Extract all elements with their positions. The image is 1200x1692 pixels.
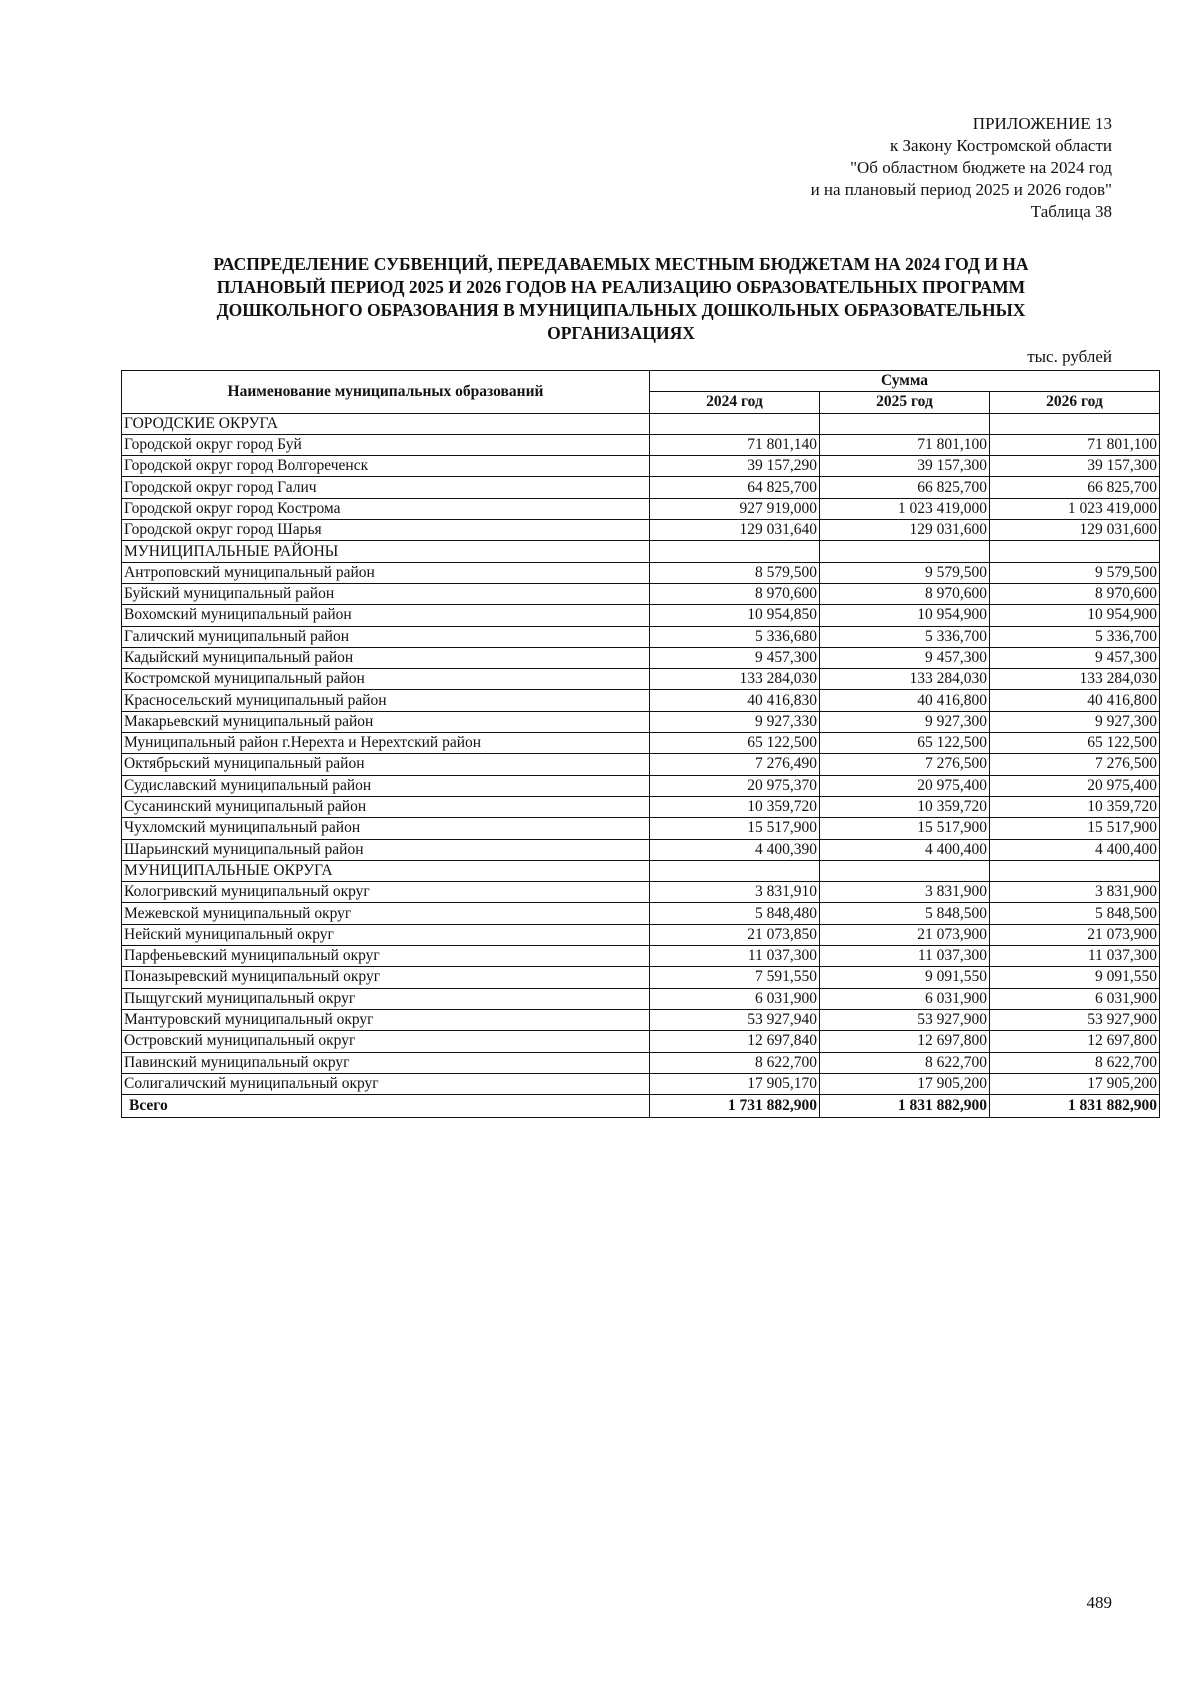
row-value-2025 [820, 413, 990, 434]
row-value-2025: 65 122,500 [820, 733, 990, 754]
row-name: Поназыревский муниципальный округ [122, 967, 650, 988]
row-value-2025: 40 416,800 [820, 690, 990, 711]
row-value-2025 [820, 541, 990, 562]
row-name: Городской округ город Кострома [122, 498, 650, 519]
row-value-2026: 5 336,700 [990, 626, 1160, 647]
table-row [122, 1073, 1160, 1094]
row-value-2026: 10 359,720 [990, 796, 1160, 817]
column-header-name: Наименование муниципальных образований [122, 371, 650, 414]
row-value-2024: 5 336,680 [650, 626, 820, 647]
row-value-2024: 11 037,300 [650, 946, 820, 967]
table-row [122, 903, 1160, 924]
row-value-2025: 3 831,900 [820, 882, 990, 903]
row-name: Сусанинский муниципальный район [122, 796, 650, 817]
row-value-2024: 6 031,900 [650, 988, 820, 1009]
row-value-2026: 7 276,500 [990, 754, 1160, 775]
row-value-2024: 9 457,300 [650, 647, 820, 668]
row-value-2025: 7 276,500 [820, 754, 990, 775]
table-row [122, 967, 1160, 988]
row-value-2024: 3 831,910 [650, 882, 820, 903]
units-label: тыс. рублей [1027, 347, 1112, 366]
row-value-2026: 6 031,900 [990, 988, 1160, 1009]
table-row [122, 477, 1160, 498]
row-name: Солигаличский муниципальный округ [122, 1073, 650, 1094]
table-row [122, 626, 1160, 647]
row-value-2024 [650, 541, 820, 562]
table-row [122, 775, 1160, 796]
table-row [122, 924, 1160, 945]
title-line: РАСПРЕДЕЛЕНИЕ СУБВЕНЦИЙ, ПЕРЕДАВАЕМЫХ МЕСТНЫМ БЮДЖЕТАМ НА 2024 ГОД И НА [213, 254, 1029, 274]
table-row [122, 733, 1160, 754]
subsidy-table [121, 370, 1160, 1118]
row-name: Октябрьский муниципальный район [122, 754, 650, 775]
row-value-2025: 9 579,500 [820, 562, 990, 583]
row-value-2024: 8 579,500 [650, 562, 820, 583]
row-value-2024 [650, 413, 820, 434]
row-name: Павинский муниципальный округ [122, 1052, 650, 1073]
table-row [122, 498, 1160, 519]
row-name: Костромской муниципальный район [122, 669, 650, 690]
row-name: МУНИЦИПАЛЬНЫЕ РАЙОНЫ [122, 541, 650, 562]
row-value-2026: 40 416,800 [990, 690, 1160, 711]
row-value-2024: 7 276,490 [650, 754, 820, 775]
title-line: ПЛАНОВЫЙ ПЕРИОД 2025 И 2026 ГОДОВ НА РЕАЛИЗАЦИЮ ОБРАЗОВАТЕЛЬНЫХ ПРОГРАММ [216, 277, 1026, 297]
table-row [122, 413, 1160, 434]
total-2024: 1 731 882,900 [650, 1095, 820, 1118]
row-name: Островский муниципальный округ [122, 1031, 650, 1052]
row-name: Антроповский муниципальный район [122, 562, 650, 583]
row-value-2024: 9 927,330 [650, 711, 820, 732]
row-value-2024: 8 622,700 [650, 1052, 820, 1073]
row-value-2025: 9 927,300 [820, 711, 990, 732]
row-value-2025: 5 848,500 [820, 903, 990, 924]
row-value-2024: 7 591,550 [650, 967, 820, 988]
row-name: Межевской муниципальный округ [122, 903, 650, 924]
table-row [122, 818, 1160, 839]
row-name: Парфеньевский муниципальный округ [122, 946, 650, 967]
row-name: Городской округ город Буй [122, 434, 650, 455]
table-row [122, 669, 1160, 690]
document-title [150, 253, 1092, 345]
annex-line: и на плановый период 2025 и 2026 годов" [810, 180, 1112, 199]
row-name: Галичский муниципальный район [122, 626, 650, 647]
row-name: Буйский муниципальный район [122, 583, 650, 604]
table-row [122, 754, 1160, 775]
page-number: 489 [1086, 1593, 1112, 1612]
column-header-2024: 2024 год [650, 392, 820, 413]
table-row [122, 860, 1160, 881]
row-name: Красносельский муниципальный район [122, 690, 650, 711]
row-value-2024: 20 975,370 [650, 775, 820, 796]
row-value-2025: 9 091,550 [820, 967, 990, 988]
table-row [122, 541, 1160, 562]
row-name: Нейский муниципальный округ [122, 924, 650, 945]
table-row [122, 583, 1160, 604]
row-value-2026: 20 975,400 [990, 775, 1160, 796]
row-value-2024: 133 284,030 [650, 669, 820, 690]
total-2026: 1 831 882,900 [990, 1095, 1160, 1118]
row-value-2026: 3 831,900 [990, 882, 1160, 903]
row-value-2025: 4 400,400 [820, 839, 990, 860]
row-value-2025: 53 927,900 [820, 1009, 990, 1030]
row-value-2025: 1 023 419,000 [820, 498, 990, 519]
row-name: Вохомский муниципальный район [122, 605, 650, 626]
row-name: Мантуровский муниципальный округ [122, 1009, 650, 1030]
row-value-2024: 53 927,940 [650, 1009, 820, 1030]
row-value-2026: 9 579,500 [990, 562, 1160, 583]
row-name: Макарьевский муниципальный район [122, 711, 650, 732]
row-value-2026: 12 697,800 [990, 1031, 1160, 1052]
row-name: Муниципальный район г.Нерехта и Нерехтский район [122, 733, 650, 754]
row-value-2026: 53 927,900 [990, 1009, 1160, 1030]
total-row [122, 1095, 1160, 1118]
row-value-2025: 11 037,300 [820, 946, 990, 967]
row-value-2024: 927 919,000 [650, 498, 820, 519]
total-label: Всего [122, 1095, 650, 1118]
annex-table-number: Таблица 38 [1030, 202, 1112, 221]
row-name: МУНИЦИПАЛЬНЫЕ ОКРУГА [122, 860, 650, 881]
row-value-2024: 65 122,500 [650, 733, 820, 754]
row-value-2026: 10 954,900 [990, 605, 1160, 626]
row-value-2026 [990, 860, 1160, 881]
row-value-2026: 8 970,600 [990, 583, 1160, 604]
table-row [122, 690, 1160, 711]
row-value-2024: 4 400,390 [650, 839, 820, 860]
row-value-2024: 39 157,290 [650, 456, 820, 477]
row-value-2026: 9 457,300 [990, 647, 1160, 668]
table-row [122, 882, 1160, 903]
row-value-2024: 10 954,850 [650, 605, 820, 626]
row-value-2024: 5 848,480 [650, 903, 820, 924]
row-value-2026: 39 157,300 [990, 456, 1160, 477]
row-name: Кологривский муниципальный округ [122, 882, 650, 903]
row-value-2025: 15 517,900 [820, 818, 990, 839]
row-value-2024: 71 801,140 [650, 434, 820, 455]
row-name: Городской округ город Галич [122, 477, 650, 498]
row-value-2024: 10 359,720 [650, 796, 820, 817]
row-value-2026: 17 905,200 [990, 1073, 1160, 1094]
row-value-2025: 8 622,700 [820, 1052, 990, 1073]
table-row [122, 562, 1160, 583]
row-name: Чухломский муниципальный район [122, 818, 650, 839]
row-value-2025: 5 336,700 [820, 626, 990, 647]
title-line: ОРГАНИЗАЦИЯХ [547, 323, 695, 343]
row-value-2024 [650, 860, 820, 881]
row-value-2025 [820, 860, 990, 881]
row-name: Шарьинский муниципальный район [122, 839, 650, 860]
table-row [122, 1052, 1160, 1073]
annex-line: "Об областном бюджете на 2024 год [850, 158, 1112, 177]
row-value-2024: 12 697,840 [650, 1031, 820, 1052]
table-row [122, 946, 1160, 967]
row-value-2026: 71 801,100 [990, 434, 1160, 455]
table-row [122, 1009, 1160, 1030]
table-row [122, 520, 1160, 541]
row-name: ГОРОДСКИЕ ОКРУГА [122, 413, 650, 434]
title-line: ДОШКОЛЬНОГО ОБРАЗОВАНИЯ В МУНИЦИПАЛЬНЫХ ДОШКОЛЬНЫХ ОБРАЗОВАТЕЛЬНЫХ [216, 300, 1026, 320]
row-value-2025: 129 031,600 [820, 520, 990, 541]
table-row [122, 839, 1160, 860]
row-name: Пыщугский муниципальный округ [122, 988, 650, 1009]
row-value-2026: 5 848,500 [990, 903, 1160, 924]
table-body [122, 413, 1160, 1095]
row-name: Кадыйский муниципальный район [122, 647, 650, 668]
row-value-2024: 40 416,830 [650, 690, 820, 711]
table-row [122, 796, 1160, 817]
row-value-2026: 9 927,300 [990, 711, 1160, 732]
row-value-2026: 4 400,400 [990, 839, 1160, 860]
table-row [122, 711, 1160, 732]
row-value-2024: 129 031,640 [650, 520, 820, 541]
row-value-2026: 11 037,300 [990, 946, 1160, 967]
row-name: Городской округ город Шарья [122, 520, 650, 541]
row-value-2026: 133 284,030 [990, 669, 1160, 690]
annex-line: ПРИЛОЖЕНИЕ 13 [972, 114, 1112, 133]
row-value-2025: 39 157,300 [820, 456, 990, 477]
annex-header [811, 113, 1112, 223]
row-value-2025: 8 970,600 [820, 583, 990, 604]
row-value-2024: 8 970,600 [650, 583, 820, 604]
table-row [122, 456, 1160, 477]
row-value-2025: 66 825,700 [820, 477, 990, 498]
table-row [122, 434, 1160, 455]
row-value-2025: 10 359,720 [820, 796, 990, 817]
row-value-2026: 9 091,550 [990, 967, 1160, 988]
row-value-2025: 10 954,900 [820, 605, 990, 626]
row-value-2025: 9 457,300 [820, 647, 990, 668]
table-row [122, 605, 1160, 626]
row-value-2025: 12 697,800 [820, 1031, 990, 1052]
row-value-2026 [990, 541, 1160, 562]
column-header-2026: 2026 год [990, 392, 1160, 413]
column-header-2025: 2025 год [820, 392, 990, 413]
row-value-2024: 17 905,170 [650, 1073, 820, 1094]
row-value-2025: 17 905,200 [820, 1073, 990, 1094]
total-2025: 1 831 882,900 [820, 1095, 990, 1118]
row-value-2025: 21 073,900 [820, 924, 990, 945]
column-header-sum: Сумма [650, 371, 1160, 392]
row-value-2026: 65 122,500 [990, 733, 1160, 754]
row-value-2025: 20 975,400 [820, 775, 990, 796]
row-value-2025: 6 031,900 [820, 988, 990, 1009]
row-value-2026: 1 023 419,000 [990, 498, 1160, 519]
table-row [122, 1031, 1160, 1052]
row-value-2026: 15 517,900 [990, 818, 1160, 839]
row-name: Судиславский муниципальный район [122, 775, 650, 796]
row-value-2026: 129 031,600 [990, 520, 1160, 541]
row-value-2024: 15 517,900 [650, 818, 820, 839]
table-row [122, 647, 1160, 668]
row-value-2026: 66 825,700 [990, 477, 1160, 498]
annex-line: к Закону Костромской области [890, 136, 1112, 155]
row-value-2026 [990, 413, 1160, 434]
row-value-2025: 71 801,100 [820, 434, 990, 455]
row-value-2026: 8 622,700 [990, 1052, 1160, 1073]
table-row [122, 988, 1160, 1009]
row-value-2024: 21 073,850 [650, 924, 820, 945]
row-value-2024: 64 825,700 [650, 477, 820, 498]
row-value-2026: 21 073,900 [990, 924, 1160, 945]
row-name: Городской округ город Волгореченск [122, 456, 650, 477]
row-value-2025: 133 284,030 [820, 669, 990, 690]
